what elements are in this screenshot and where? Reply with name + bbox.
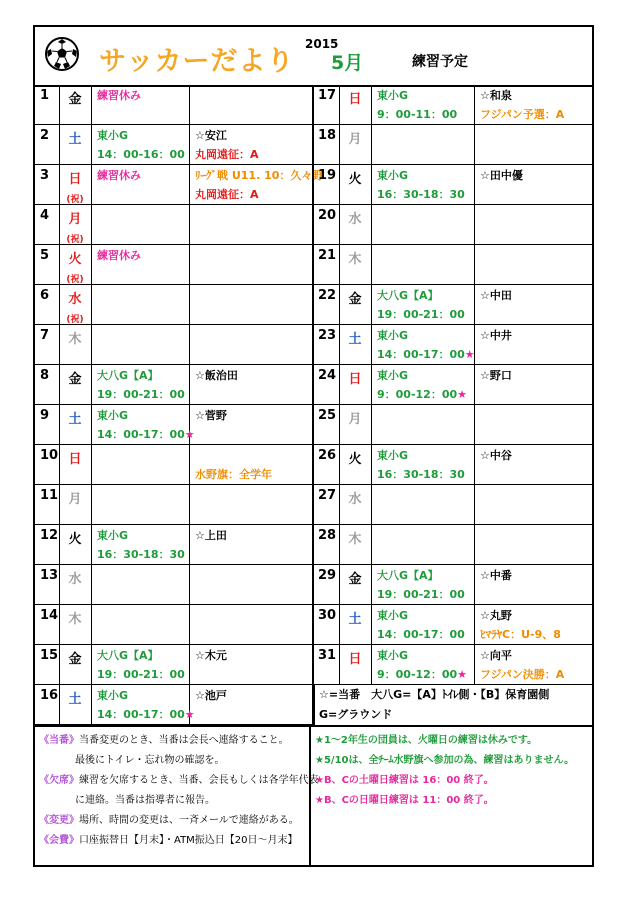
day-of-week	[59, 405, 91, 444]
day-number: 25	[318, 408, 337, 423]
duty-cell	[474, 205, 592, 244]
notice-line: ★B、Cの日曜日練習は 11：00 終了。	[315, 795, 494, 806]
day-of-week	[59, 365, 91, 404]
calendar-row	[35, 325, 313, 365]
day-number: 2	[40, 128, 50, 143]
calendar-row	[35, 405, 313, 445]
day-of-week	[339, 485, 371, 524]
weekday-label: 火	[348, 172, 362, 187]
weekday-label: 土	[348, 612, 362, 627]
star-mark: ★	[457, 668, 468, 681]
weekday-label: 金	[68, 652, 82, 667]
right_days.9.a-line: 16：30-18：30	[377, 468, 465, 481]
calendar-row	[313, 485, 592, 525]
weekday-label: 土	[348, 332, 362, 347]
right_days.13.b-line: ﾋﾏﾗﾔC：U-9、8	[480, 628, 561, 641]
left_days.7.b-line: ☆飯治田	[195, 369, 238, 382]
duty-cell	[474, 485, 592, 524]
day-of-week	[339, 165, 371, 204]
duty-cell	[189, 245, 313, 284]
duty-cell	[189, 525, 313, 564]
practice-cell	[371, 565, 474, 604]
practice-cell	[371, 645, 474, 684]
practice-cell	[91, 685, 195, 724]
day-number: 15	[40, 648, 59, 663]
calendar-row	[35, 365, 313, 405]
weekday-label: 金	[68, 372, 82, 387]
right_days.9.b-line: ☆中谷	[480, 449, 512, 462]
left_days.8.a-line: 東小G	[97, 409, 129, 422]
rule-text: 口座振替日【月末】・ATM振込日【20日～月末】	[79, 835, 298, 846]
duty-cell	[189, 685, 313, 724]
right_days.0.a-line: 9：00-11：00	[377, 108, 458, 121]
left_days.1.a-line: 14：00-16：00	[97, 148, 185, 161]
page-subtitle: 練習予定	[412, 54, 468, 70]
calendar-row	[35, 605, 313, 645]
calendar-row	[35, 445, 313, 485]
duty-cell	[189, 125, 313, 164]
calendar-row	[35, 525, 313, 565]
calendar-row	[313, 245, 592, 285]
weekday-label: 水	[348, 492, 362, 507]
day-number: 21	[318, 248, 337, 263]
practice-cell	[91, 85, 189, 124]
weekday-label: 月	[348, 412, 362, 427]
calendar-row	[35, 125, 313, 165]
practice-cell	[91, 405, 195, 444]
left_days.14.b-line: ☆木元	[195, 649, 227, 662]
practice-cell	[371, 485, 474, 524]
weekday-label: 日	[68, 172, 82, 187]
day-number: 30	[318, 608, 337, 623]
left_days.1.a-line: 東小G	[97, 129, 129, 142]
left_days.2.b-line: ﾘｰｸﾞ戦 U11. 10：久々野	[195, 169, 324, 182]
calendar-row	[313, 565, 592, 605]
practice-cell	[91, 485, 189, 524]
right_days.14.b-line: ☆向平	[480, 649, 512, 662]
duty-cell	[189, 605, 313, 644]
left_days.8.a-line: 14：00-17：00★	[97, 428, 195, 441]
rule-line	[35, 811, 309, 831]
practice-cell	[371, 205, 474, 244]
calendar-row	[313, 605, 592, 645]
left_days.9.b-line	[189, 446, 313, 465]
day-of-week	[59, 685, 91, 724]
day-of-week	[339, 445, 371, 484]
left_days.1.b-line: 丸岡遠征：A	[195, 148, 259, 161]
duty-cell	[189, 365, 313, 404]
right_days.12.a-line: 19：00-21：00	[377, 588, 465, 601]
calendar-row	[313, 525, 592, 565]
holiday-mark: (祝)	[66, 235, 84, 245]
rule-line	[35, 791, 309, 811]
duty-cell	[474, 645, 592, 684]
practice-cell	[91, 445, 189, 484]
month-label: 5月	[331, 52, 364, 74]
calendar-row	[35, 85, 313, 125]
day-of-week	[59, 325, 91, 364]
weekday-label: 土	[68, 132, 82, 147]
weekday-label: 水	[348, 212, 362, 227]
half-divider	[312, 85, 314, 725]
day-of-week	[339, 245, 371, 284]
day-of-week	[59, 205, 91, 244]
duty-cell	[474, 125, 592, 164]
duty-cell	[474, 245, 592, 284]
rule-tag: 《当番》	[39, 735, 79, 746]
right_days.9.a-line: 東小G	[377, 449, 409, 462]
weekday-label: 木	[348, 252, 362, 267]
star-mark: ★	[184, 708, 195, 721]
practice-cell	[371, 285, 474, 324]
calendar-row	[35, 645, 313, 685]
practice-cell	[371, 365, 474, 404]
weekday-label: 木	[68, 612, 82, 627]
day-number: 18	[318, 128, 337, 143]
duty-cell	[474, 445, 592, 484]
day-number: 29	[318, 568, 337, 583]
weekday-label: 日	[348, 652, 362, 667]
schedule-sheet	[33, 25, 594, 867]
duty-cell	[474, 285, 592, 324]
right_days.2.a-line: 東小G	[377, 169, 409, 182]
left_days.9.b-line: 水野旗：全学年	[195, 468, 272, 481]
weekday-label: 土	[68, 692, 82, 707]
left_days.11.a-line: 16：30-18：30	[97, 548, 185, 561]
day-number: 23	[318, 328, 337, 343]
practice-cell	[371, 605, 474, 644]
day-number: 7	[40, 328, 50, 343]
day-of-week	[59, 125, 91, 164]
left_days.4.a-line: 練習休み	[97, 249, 141, 262]
day-number: 27	[318, 488, 337, 503]
practice-cell	[371, 445, 474, 484]
right_days.2.b-line: ☆田中優	[480, 169, 523, 182]
practice-cell	[371, 245, 474, 284]
day-of-week	[59, 605, 91, 644]
practice-cell	[91, 205, 189, 244]
day-number: 3	[40, 168, 50, 183]
holiday-mark: (祝)	[66, 195, 84, 205]
rule-text: 練習を欠席するとき、当番、会長もしくは各学年代表	[79, 775, 319, 786]
left_days.11.b-line: ☆上田	[195, 529, 227, 542]
practice-cell	[371, 165, 474, 204]
left_days.7.a-line: 19：00-21：00	[97, 388, 185, 401]
duty-cell	[189, 565, 313, 604]
right_days.14.a-line: 東小G	[377, 649, 409, 662]
day-number: 6	[40, 288, 50, 303]
duty-cell	[474, 405, 592, 444]
left_days.2.a-line: 練習休み	[97, 169, 141, 182]
calendar-row	[35, 485, 313, 525]
left_days.14.a-line: 大八G【A】	[97, 649, 159, 662]
left_days.15.a-line: 14：00-17：00★	[97, 708, 195, 721]
weekday-label: 日	[68, 452, 82, 467]
calendar-row	[35, 285, 313, 325]
right_days.6.b-line: ☆中井	[480, 329, 512, 342]
header	[35, 27, 592, 87]
right_days.0.b-line: ☆和泉	[480, 89, 512, 102]
weekday-label: 土	[68, 412, 82, 427]
right_days.12.b-line: ☆中番	[480, 569, 512, 582]
year-label: 2015	[305, 37, 339, 51]
calendar-row	[313, 325, 592, 365]
practice-cell	[91, 325, 189, 364]
day-number: 22	[318, 288, 337, 303]
practice-cell	[371, 405, 474, 444]
calendar-row	[35, 205, 313, 245]
practice-cell	[371, 85, 474, 124]
right_days.7.a-line: 9：00-12：00★	[377, 388, 468, 401]
rule-text: に連絡。当番は指導者に報告。	[75, 795, 215, 806]
star-mark: ★	[464, 348, 475, 361]
right_days.7.a-line: 東小G	[377, 369, 409, 382]
right_days.14.b-line: フジパン決勝：A	[480, 668, 565, 681]
right_days.7.b-line: ☆野口	[480, 369, 512, 382]
day-number: 11	[40, 488, 59, 503]
day-number: 16	[40, 688, 59, 703]
practice-cell	[371, 125, 474, 164]
weekday-label: 木	[68, 332, 82, 347]
day-number: 20	[318, 208, 337, 223]
practice-cell	[91, 565, 189, 604]
rule-line	[35, 831, 309, 851]
weekday-label: 月	[348, 132, 362, 147]
right_days.13.a-line: 14：00-17：00	[377, 628, 465, 641]
duty-cell	[474, 605, 592, 644]
day-of-week	[59, 285, 91, 324]
day-of-week	[339, 85, 371, 124]
day-of-week	[339, 525, 371, 564]
day-of-week	[59, 645, 91, 684]
rule-line	[35, 771, 319, 791]
weekday-label: 水	[68, 572, 82, 587]
weekday-label: 火	[348, 452, 362, 467]
right_days.5.a-line: 大八G【A】	[377, 289, 439, 302]
duty-cell	[189, 205, 313, 244]
right_days.0.a-line: 東小G	[377, 89, 409, 102]
left_days.2.b-line: 丸岡遠征：A	[195, 188, 259, 201]
holiday-mark: (祝)	[66, 275, 84, 285]
duty-cell	[474, 565, 592, 604]
day-of-week	[59, 445, 91, 484]
day-number: 28	[318, 528, 337, 543]
duty-cell	[189, 405, 313, 444]
weekday-label: 木	[348, 532, 362, 547]
day-number: 17	[318, 88, 337, 103]
day-of-week	[59, 565, 91, 604]
rule-text: 当番変更のとき、当番は会長へ連絡すること。	[79, 735, 289, 746]
right_days.13.a-line: 東小G	[377, 609, 409, 622]
day-of-week	[339, 565, 371, 604]
calendar-row	[313, 645, 592, 685]
newsletter-title: サッカーだより	[99, 46, 295, 77]
right_days.5.a-line: 19：00-21：00	[377, 308, 465, 321]
right_days.14.a-line: 9：00-12：00★	[377, 668, 468, 681]
practice-cell	[371, 525, 474, 564]
footer-notes	[35, 725, 592, 867]
duty-cell	[189, 285, 313, 324]
day-of-week	[59, 525, 91, 564]
weekday-label: 月	[68, 212, 82, 227]
notice-line: ★5/10は、全ﾁｰﾑ水野旗へ参加の為、練習はありません。	[315, 755, 575, 766]
calendar-row	[313, 405, 592, 445]
practice-cell	[91, 605, 189, 644]
weekday-label: 日	[348, 92, 362, 107]
day-number: 24	[318, 368, 337, 383]
duty-cell	[474, 85, 592, 124]
day-of-week	[59, 165, 91, 204]
right_days.12.a-line: 大八G【A】	[377, 569, 439, 582]
duty-cell	[189, 485, 313, 524]
calendar-row	[35, 685, 313, 725]
weekday-label: 金	[348, 572, 362, 587]
day-of-week	[339, 365, 371, 404]
duty-cell	[474, 525, 592, 564]
calendar-row	[313, 365, 592, 405]
right_days.2.a-line: 16：30-18：30	[377, 188, 465, 201]
calendar-row	[313, 445, 592, 485]
day-of-week	[339, 325, 371, 364]
soccer-ball-icon	[45, 37, 79, 71]
practice-cell	[371, 325, 474, 364]
calendar-row	[35, 165, 324, 205]
calendar-row	[313, 165, 592, 205]
duty-cell	[189, 165, 324, 204]
duty-cell	[474, 365, 592, 404]
practice-cell	[91, 245, 189, 284]
practice-cell	[91, 125, 189, 164]
left_days.15.b-line: ☆池戸	[195, 689, 227, 702]
day-number: 5	[40, 248, 50, 263]
day-number: 1	[40, 88, 50, 103]
right_days.0.b-line: フジパン予選：A	[480, 108, 565, 121]
rule-line	[35, 751, 309, 771]
day-number: 12	[40, 528, 59, 543]
right_days.6.a-line: 14：00-17：00★	[377, 348, 475, 361]
day-of-week	[59, 485, 91, 524]
day-number: 4	[40, 208, 50, 223]
weekday-label: 水	[68, 292, 82, 307]
day-of-week	[339, 605, 371, 644]
day-of-week	[59, 245, 91, 284]
day-number: 10	[40, 448, 59, 463]
day-number: 26	[318, 448, 337, 463]
day-of-week	[59, 85, 91, 124]
right_days.6.a-line: 東小G	[377, 329, 409, 342]
weekday-label: 金	[348, 292, 362, 307]
duty-cell	[189, 445, 313, 484]
legend-box	[313, 685, 592, 725]
weekday-label: 火	[68, 252, 82, 267]
day-of-week	[339, 285, 371, 324]
star-mark: ★	[184, 428, 195, 441]
day-number: 31	[318, 648, 337, 663]
rule-text: 場所、時間の変更は、一斉メールで連絡がある。	[79, 815, 299, 826]
day-of-week	[339, 125, 371, 164]
right_days.13.b-line: ☆丸野	[480, 609, 512, 622]
calendar-row	[313, 285, 592, 325]
practice-cell	[91, 645, 189, 684]
notice-line: ★B、Cの土曜日練習は 16：00 終了。	[315, 775, 494, 786]
left_days.14.a-line: 19：00-21：00	[97, 668, 185, 681]
rule-tag: 《会費》	[39, 835, 79, 846]
duty-cell	[474, 165, 592, 204]
left_days.7.a-line: 大八G【A】	[97, 369, 159, 382]
footer-rules	[35, 727, 319, 867]
practice-cell	[91, 525, 189, 564]
left_days.11.a-line: 東小G	[97, 529, 129, 542]
right_days.5.b-line: ☆中田	[480, 289, 512, 302]
weekday-label: 日	[348, 372, 362, 387]
rule-tag: 《変更》	[39, 815, 79, 826]
weekday-label: 金	[68, 92, 82, 107]
left_days.1.b-line: ☆安江	[195, 129, 227, 142]
duty-cell	[474, 325, 592, 364]
rule-tag: 《欠席》	[39, 775, 79, 786]
day-of-week	[339, 405, 371, 444]
weekday-label: 月	[68, 492, 82, 507]
left_days.0.a-line: 練習休み	[97, 89, 141, 102]
day-number: 13	[40, 568, 59, 583]
day-of-week	[339, 205, 371, 244]
practice-cell	[91, 285, 189, 324]
practice-cell	[91, 365, 189, 404]
calendar-row	[35, 245, 313, 285]
calendar-row	[313, 125, 592, 165]
day-number: 14	[40, 608, 59, 623]
duty-cell	[189, 645, 313, 684]
day-number: 8	[40, 368, 50, 383]
left_days.8.b-line: ☆菅野	[195, 409, 227, 422]
holiday-mark: (祝)	[66, 315, 84, 325]
duty-cell	[189, 325, 313, 364]
legend-line: G=グラウンド	[319, 708, 393, 721]
rule-text: 最後にトイレ・忘れ物の確認を。	[75, 755, 225, 766]
duty-cell	[189, 85, 313, 124]
calendar-row	[313, 205, 592, 245]
rule-line	[35, 731, 309, 751]
legend-line: ☆=当番 大八G=【A】ﾄｲﾚ側・【B】保育園側	[319, 688, 550, 701]
footer-notices	[311, 727, 592, 871]
day-number: 9	[40, 408, 50, 423]
calendar-row	[35, 565, 313, 605]
left_days.15.a-line: 東小G	[97, 689, 129, 702]
calendar-row	[313, 85, 592, 125]
star-mark: ★	[457, 388, 468, 401]
day-of-week	[339, 645, 371, 684]
notice-line: ★1～2年生の団員は、火曜日の練習は休みです。	[315, 735, 538, 746]
practice-cell	[91, 165, 189, 204]
weekday-label: 火	[68, 532, 82, 547]
day-number: 19	[318, 168, 337, 183]
